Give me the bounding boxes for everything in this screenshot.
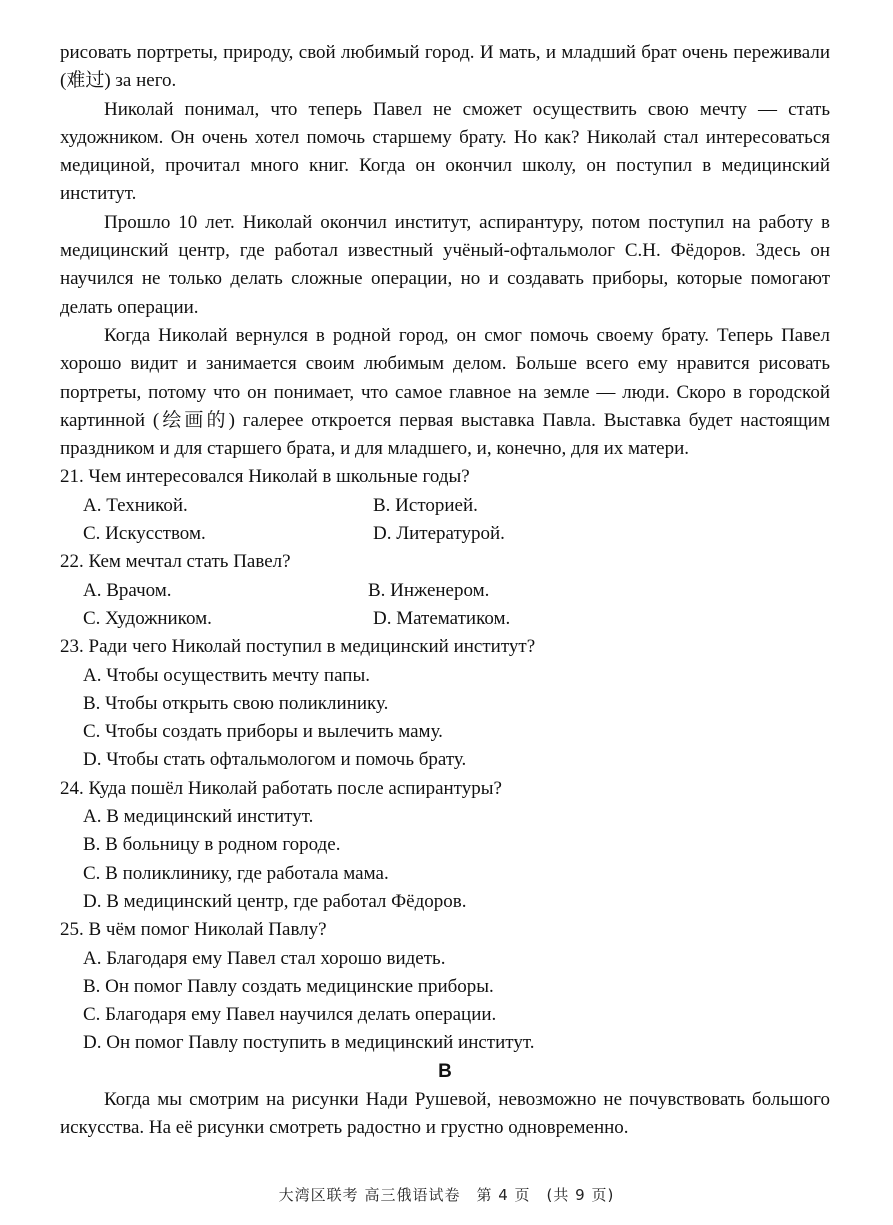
section-b-title: B	[438, 1060, 452, 1082]
question-21-options-row-2	[60, 520, 830, 548]
question-22-option-a[interactable]: A. Врачом.	[83, 579, 172, 601]
question-22-option-c[interactable]: C. Художником.	[83, 607, 212, 629]
question-24-option-a[interactable]: A. В медицинский институт.	[83, 806, 314, 828]
question-22-option-b[interactable]: B. Инженером.	[368, 579, 490, 601]
question-21-option-a[interactable]: A. Техникой.	[83, 494, 188, 516]
page-footer: 大湾区联考 高三俄语试卷 第 4 页 (共 9 页)	[278, 1186, 615, 1204]
passage-paragraph-1: рисовать портреты, природу, свой любимый город. И мать, и младший брат очень переживали (难过) за него.	[60, 42, 830, 92]
question-22-option-d[interactable]: D. Математиком.	[373, 607, 511, 629]
question-23-option-d[interactable]: D. Чтобы стать офтальмологом и помочь брату.	[83, 749, 467, 771]
question-21-options-row-1	[60, 492, 830, 520]
question-24-text: 24. Куда пошёл Николай работать после аспирантуры?	[60, 777, 502, 799]
question-21	[60, 463, 830, 548]
section-b-paragraph-1: Когда мы смотрим на рисунки Нади Рушевой, невозможно не почувствовать большого искусства. На её рисунки смотреть радостно и грустно одновременно.	[60, 1088, 830, 1139]
question-21-option-b[interactable]: B. Историей.	[373, 494, 478, 516]
question-21-option-c[interactable]: C. Искусством.	[83, 523, 206, 545]
question-24-option-c[interactable]: C. В поликлинику, где работала мама.	[83, 862, 389, 884]
question-25-option-c[interactable]: C. Благодаря ему Павел научился делать операции.	[83, 1004, 497, 1026]
question-25-option-d[interactable]: D. Он помог Павлу поступить в медицинский институт.	[83, 1032, 535, 1054]
question-23-text: 23. Ради чего Николай поступил в медицинский институт?	[60, 636, 536, 658]
question-23	[60, 633, 830, 774]
question-24-option-d[interactable]: D. В медицинский центр, где работал Фёдоров.	[83, 890, 467, 912]
exam-page	[60, 39, 830, 1143]
question-22-text: 22. Кем мечтал стать Павел?	[60, 551, 291, 573]
passage-paragraph-3: Прошло 10 лет. Николай окончил институт, аспирантуру, потом поступил на работу в медицинский центр, где работал известный учёный-офтальмолог С.Н. Фёдоров. Здесь он научился не только делать сложные операции, но и создавать приборы, которые помогают делать операции.	[60, 211, 830, 318]
question-25	[60, 916, 830, 1057]
question-23-option-a[interactable]: A. Чтобы осуществить мечту папы.	[83, 664, 370, 686]
question-22-options-row-1	[60, 577, 830, 605]
question-23-option-c[interactable]: C. Чтобы создать приборы и вылечить маму.	[83, 721, 443, 743]
question-24	[60, 775, 830, 916]
question-22	[60, 548, 830, 633]
question-25-text: 25. В чём помог Николай Павлу?	[60, 919, 327, 941]
question-23-option-b[interactable]: B. Чтобы открыть свою поликлинику.	[83, 692, 389, 714]
question-24-option-b[interactable]: B. В больницу в родном городе.	[83, 834, 341, 856]
question-21-option-d[interactable]: D. Литературой.	[373, 523, 505, 545]
question-25-option-a[interactable]: A. Благодаря ему Павел стал хорошо видеть.	[83, 947, 446, 969]
question-21-text: 21. Чем интересовался Николай в школьные годы?	[60, 466, 470, 488]
question-22-options-row-2	[60, 605, 830, 633]
passage-paragraph-2: Николай понимал, что теперь Павел не сможет осуществить свою мечту — стать художником. Он очень хотел помочь старшему брату. Но как? Николай стал интересоваться медициной, прочитал много книг. Когда он окончил школу, он поступил в медицинский институт.	[60, 98, 830, 205]
passage-paragraph-4: Когда Николай вернулся в родной город, он смог помочь своему брату. Теперь Павел хорошо видит и занимается своим любимым делом. Больше всего ему нравится рисовать портреты, потому что он понимает, что самое главное на земле — люди. Скоро в городской картинной (绘画的) галерее откроется первая выставка Павла. Выставка будет настоящим праздником и для старшего брата, и для младшего, и, конечно, для их матери.	[60, 324, 830, 460]
question-25-option-b[interactable]: B. Он помог Павлу создать медицинские приборы.	[83, 975, 494, 997]
